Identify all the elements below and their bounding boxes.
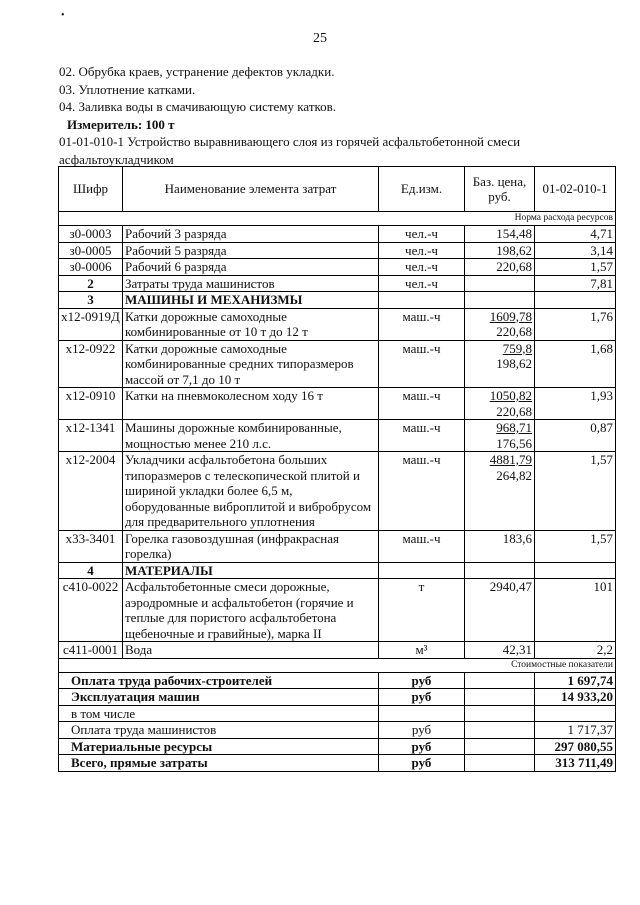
total-unit [379, 705, 465, 722]
page-number: 25 [313, 31, 327, 46]
row-value: 101 [535, 579, 616, 642]
row-name: Горелка газовоздушная (инфракрасная горелка) [123, 530, 379, 562]
row-name: Машины дорожные комбинированные, мощностью менее 210 л.с. [123, 420, 379, 452]
row-value: 3,14 [535, 242, 616, 259]
row-code: х12-2004 [59, 452, 123, 531]
section-code: 3 [59, 292, 123, 309]
total-unit: руб [379, 672, 465, 689]
row-code: х12-1341 [59, 420, 123, 452]
row-name: Затраты труда машинистов [123, 275, 379, 292]
row-code: х33-3401 [59, 530, 123, 562]
section-title: МАТЕРИАЛЫ [123, 562, 379, 579]
total-unit: руб [379, 755, 465, 772]
row-price-machinist: 198,62 [496, 356, 532, 371]
total-row [59, 689, 616, 706]
table-row [59, 642, 616, 659]
table-row [59, 388, 616, 420]
row-name: Укладчики асфальтобетона больших типоразмеров с телескопической плитой и шириной укладки более 6,5 м, оборудованные виброплитой и вибробрусом для предварительного уплотнения [123, 452, 379, 531]
table-row [59, 579, 616, 642]
table-row [59, 452, 616, 531]
total-row [59, 738, 616, 755]
row-unit: маш.-ч [379, 388, 465, 420]
total-unit: руб [379, 722, 465, 739]
materials-section-row [59, 562, 616, 579]
total-value [535, 705, 616, 722]
cost-label: Стоимостные показатели [59, 658, 616, 672]
table-row [59, 226, 616, 243]
empty-cell [465, 738, 535, 755]
row-price: 198,62 [465, 242, 535, 259]
row-code: х12-0922 [59, 340, 123, 388]
section-title: МАШИНЫ И МЕХАНИЗМЫ [123, 292, 379, 309]
section-title-line-2: асфальтоукладчиком [59, 151, 174, 167]
row-price [465, 275, 535, 292]
row-name: Рабочий 3 разряда [123, 226, 379, 243]
row-price-machinist: 220,68 [496, 324, 532, 339]
row-name: Рабочий 6 разряда [123, 259, 379, 276]
empty-cell [465, 562, 535, 579]
row-value: 0,87 [535, 420, 616, 452]
empty-cell [535, 292, 616, 309]
table-row [59, 340, 616, 388]
empty-cell [465, 292, 535, 309]
table-row [59, 242, 616, 259]
table-row [59, 259, 616, 276]
row-unit: маш.-ч [379, 530, 465, 562]
row-price: 154,48 [465, 226, 535, 243]
row-value: 1,57 [535, 452, 616, 531]
row-code: х12-0919Д [59, 308, 123, 340]
empty-cell [465, 722, 535, 739]
total-name: Всего, прямые затраты [59, 755, 379, 772]
estimate-table [58, 166, 616, 772]
norm-label: Норма расхода ресурсов [59, 212, 616, 226]
row-unit: чел.-ч [379, 242, 465, 259]
row-value: 1,76 [535, 308, 616, 340]
row-value: 1,93 [535, 388, 616, 420]
row-code: 2 [59, 275, 123, 292]
header-unit: Ед.изм. [379, 167, 465, 212]
table-row [59, 308, 616, 340]
row-unit: т [379, 579, 465, 642]
total-row [59, 755, 616, 772]
machinist-row [59, 275, 616, 292]
row-code: с410-0022 [59, 579, 123, 642]
empty-cell [465, 705, 535, 722]
total-name: Оплата труда машинистов [59, 722, 379, 739]
row-name: Асфальтобетонные смеси дорожные, аэродромные и асфальтобетон (горячие и теплые для пористого асфальтобетона щебеночные и гравийные), марка II [123, 579, 379, 642]
table-row [59, 420, 616, 452]
total-unit: руб [379, 738, 465, 755]
intro-block [59, 63, 520, 168]
row-unit: чел.-ч [379, 259, 465, 276]
total-row [59, 672, 616, 689]
total-name: Эксплуатация машин [59, 689, 379, 706]
section-code: 4 [59, 562, 123, 579]
row-value: 1,57 [535, 530, 616, 562]
meter-label: Измеритель: 100 т [67, 116, 175, 132]
total-row [59, 705, 616, 722]
row-value: 2,2 [535, 642, 616, 659]
row-unit: маш.-ч [379, 308, 465, 340]
row-unit: маш.-ч [379, 452, 465, 531]
row-price: 759,8 [502, 340, 532, 356]
empty-cell [379, 292, 465, 309]
header-price: Баз. цена, руб. [465, 167, 535, 212]
row-name: Катки на пневмоколесном ходу 16 т [123, 388, 379, 420]
row-value: 4,71 [535, 226, 616, 243]
row-code: х12-0910 [59, 388, 123, 420]
total-unit: руб [379, 689, 465, 706]
row-price: 220,68 [465, 259, 535, 276]
header-name: Наименование элемента затрат [123, 167, 379, 212]
row-unit: чел.-ч [379, 226, 465, 243]
total-name: Оплата труда рабочих-строителей [59, 672, 379, 689]
header-norm: 01-02-010-1 [535, 167, 616, 212]
row-name: Катки дорожные самоходные комбинированные от 10 т до 12 т [123, 308, 379, 340]
row-code: з0-0003 [59, 226, 123, 243]
total-value: 14 933,20 [535, 689, 616, 706]
row-price: 4881,79 [489, 452, 532, 467]
total-value: 313 711,49 [535, 755, 616, 772]
empty-cell [379, 562, 465, 579]
table-header-row [59, 167, 616, 212]
total-row [59, 722, 616, 739]
row-price-machinist: 220,68 [496, 403, 532, 419]
row-price: 968,71 [496, 420, 532, 435]
intro-line-3: 04. Заливка воды в смачивающую систему катков. [59, 99, 337, 114]
row-value: 1,68 [535, 340, 616, 388]
section-title-line-1: 01-01-010-1 Устройство выравнивающего слоя из горячей асфальтобетонной смеси [59, 134, 521, 149]
total-value: 1 717,37 [535, 722, 616, 739]
cost-label-row [59, 658, 616, 672]
row-price-machinist: 176,56 [496, 435, 532, 451]
machines-section-row [59, 292, 616, 309]
intro-line-1: 02. Обрубка краев, устранение дефектов укладки. [59, 64, 335, 79]
total-name: Материальные ресурсы [59, 738, 379, 755]
total-name: в том числе [59, 705, 379, 722]
empty-cell [465, 689, 535, 706]
intro-line-2: 03. Уплотнение катками. [59, 81, 196, 97]
row-price: 1609,78 [489, 308, 532, 324]
row-price: 1050,82 [489, 388, 532, 403]
row-value: 7,81 [535, 275, 616, 292]
table-row [59, 530, 616, 562]
row-name: Рабочий 5 разряда [123, 242, 379, 259]
row-unit: чел.-ч [379, 275, 465, 292]
row-price-machinist: 264,82 [496, 467, 532, 483]
empty-cell [535, 562, 616, 579]
row-code: с411-0001 [59, 642, 123, 659]
total-value: 297 080,55 [535, 738, 616, 755]
row-code: з0-0005 [59, 242, 123, 259]
margin-dot: • [61, 10, 65, 21]
row-unit: м³ [379, 642, 465, 659]
row-name: Катки дорожные самоходные комбинированные средних типоразмеров массой от 7,1 до 10 т [123, 340, 379, 388]
empty-cell [465, 755, 535, 772]
total-value: 1 697,74 [535, 672, 616, 689]
row-name: Вода [123, 642, 379, 659]
row-price: 183,6 [502, 530, 532, 546]
row-unit: маш.-ч [379, 420, 465, 452]
row-price: 42,31 [465, 642, 535, 659]
row-value: 1,57 [535, 259, 616, 276]
row-code: з0-0006 [59, 259, 123, 276]
row-price: 2940,47 [465, 579, 535, 642]
empty-cell [465, 672, 535, 689]
row-unit: маш.-ч [379, 340, 465, 388]
norm-label-row [59, 212, 616, 226]
header-code: Шифр [59, 167, 123, 212]
